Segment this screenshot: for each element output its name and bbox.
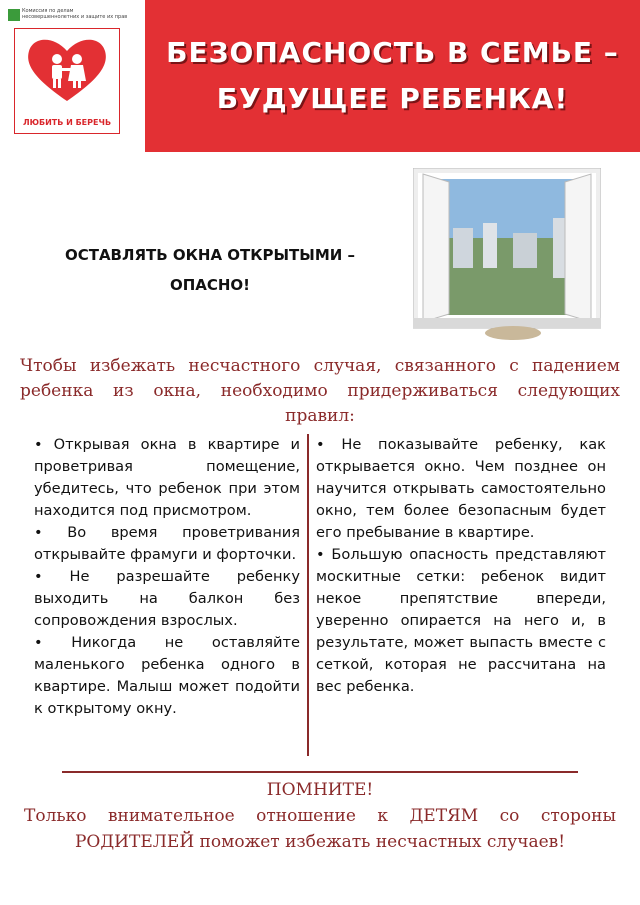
final-message: Только внимательное отношение к ДЕТЯМ со стороны РОДИТЕЛЕЙ поможет избежать несчастных случаев! bbox=[24, 806, 616, 852]
rule-item: • Большую опасность представляют москитные сетки: ребенок видит некое препятствие впереди, уверенно опирается на него и, в результате, может выпасть вместе с сеткой, которая не рассчитана на вес ребенка. bbox=[316, 546, 606, 695]
warning-heading bbox=[40, 240, 380, 300]
rules-left-column bbox=[34, 434, 300, 720]
org-name: Комиссия по делам несовершеннолетних и защите их прав bbox=[22, 8, 128, 20]
column-divider bbox=[307, 434, 309, 756]
title-banner bbox=[145, 0, 640, 152]
header-logo-area bbox=[0, 0, 145, 150]
rule-item: • Никогда не оставляйте маленького ребенка одного в квартире. Малыш может подойти к открытому окну. bbox=[34, 634, 300, 717]
logo-caption: ЛЮБИТЬ И БЕРЕЧЬ bbox=[22, 118, 112, 127]
intro-text: Чтобы избежать несчастного случая, связанного с падением ребенка из окна, необходимо придерживаться следующих правил: bbox=[20, 356, 620, 426]
rule-item: • Не показывайте ребенку, как открывается окно. Чем позднее он научится открывать самостоятельно окно, тем более безопасным будет его пребывание в квартире. bbox=[316, 436, 606, 541]
rule-item: • Не разрешайте ребенку выходить на балкон без сопровождения взрослых. bbox=[34, 568, 300, 629]
love-care-logo bbox=[14, 28, 120, 134]
open-window-illustration bbox=[413, 168, 601, 340]
page-title bbox=[145, 30, 640, 122]
title-line-2: БУДУЩЕЕ РЕБЕНКА! bbox=[216, 82, 569, 115]
section-divider bbox=[62, 771, 578, 773]
rule-item: • Открывая окна в квартире и проветривая помещение, убедитесь, что ребенок при этом находится под присмотром. bbox=[34, 436, 300, 519]
heart-children-icon bbox=[15, 29, 119, 109]
rule-item: • Во время проветривания открывайте фрамуги и форточки. bbox=[34, 524, 300, 563]
remember-heading: ПОМНИТЕ! bbox=[266, 780, 374, 800]
warning-line-2: ОПАСНО! bbox=[169, 276, 251, 294]
commission-logo-icon bbox=[8, 9, 20, 21]
title-line-1: БЕЗОПАСНОСТЬ В СЕМЬЕ – bbox=[166, 36, 619, 69]
warning-line-1: ОСТАВЛЯТЬ ОКНА ОТКРЫТЫМИ – bbox=[64, 246, 356, 264]
rules-right-column bbox=[316, 434, 606, 698]
